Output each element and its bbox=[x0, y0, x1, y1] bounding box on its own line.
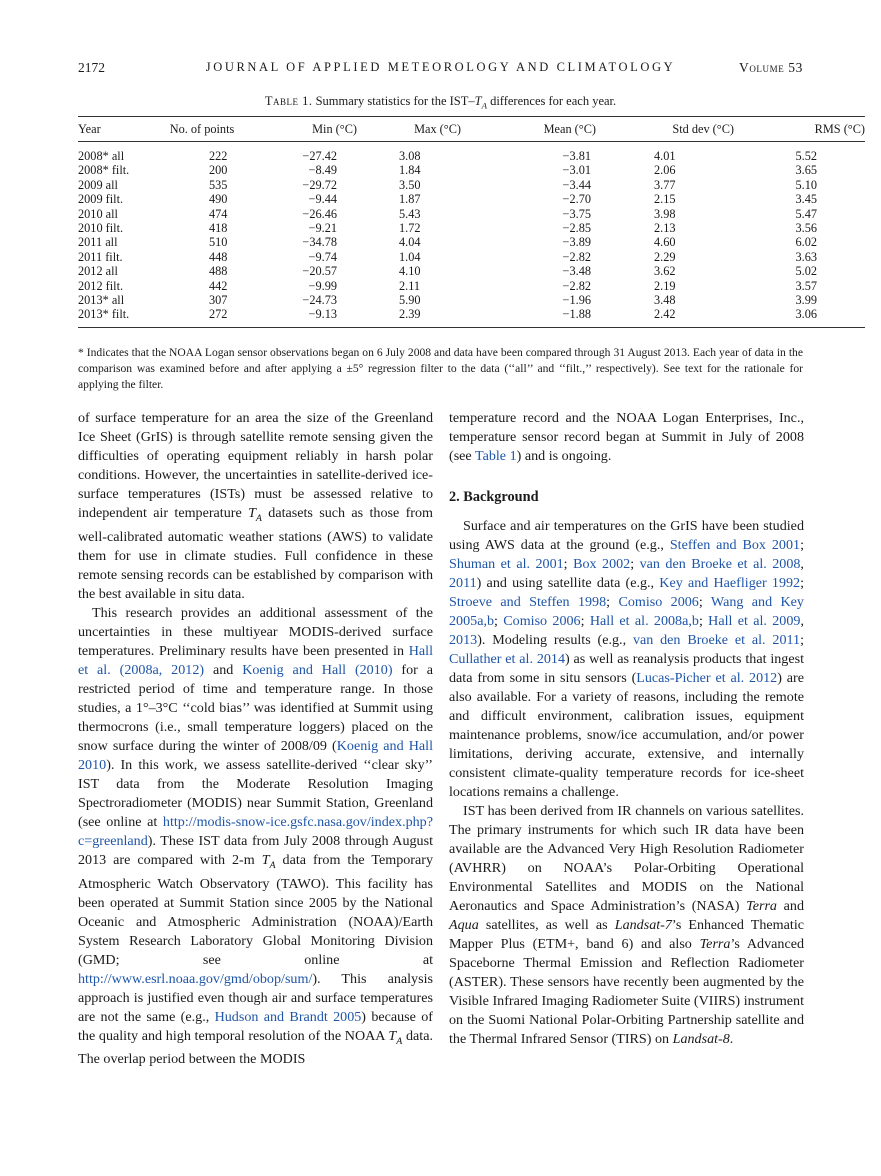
table-cell: 3.99 bbox=[795, 293, 817, 308]
table-cell: 1.84 bbox=[399, 163, 421, 178]
text-run: data. The overlap period between the MODIS bbox=[78, 1027, 433, 1068]
text-run: ; bbox=[606, 594, 619, 610]
table-cell: −3.01 bbox=[562, 163, 591, 178]
table-cell: 3.48 bbox=[654, 293, 676, 308]
table-cell: −9.74 bbox=[308, 249, 337, 264]
table-cell: −26.46 bbox=[302, 206, 337, 221]
column-header: Std dev (°C) bbox=[616, 117, 754, 142]
table-cell: −1.88 bbox=[481, 307, 616, 327]
text-run: ). In this work, we assess satellite-derived ‘‘clear sky’’ IST data from the Moderate Resolution Imaging Spectroradiometer (MODIS) near Summit Station, Greenland (see online at bbox=[78, 756, 433, 830]
table-cell: 2012 filt. bbox=[78, 278, 124, 293]
table-cell: −3.44 bbox=[562, 177, 591, 192]
paragraph bbox=[78, 409, 433, 604]
table-cell: −20.57 bbox=[302, 264, 337, 279]
table-cell: 5.43 bbox=[399, 206, 421, 221]
table-cell: 2010 all bbox=[78, 206, 118, 221]
table-cell: −3.75 bbox=[562, 206, 591, 221]
table-body bbox=[78, 142, 865, 328]
table-cell: 3.06 bbox=[754, 307, 865, 327]
text-run: ’s Enhanced Thematic Mapper Plus (ETM+, band 6) and also bbox=[449, 917, 804, 952]
right-text-column bbox=[449, 409, 804, 1049]
paragraph bbox=[78, 604, 433, 1070]
table-cell: −2.70 bbox=[562, 192, 591, 207]
table-cell: −3.89 bbox=[562, 235, 591, 250]
table-cell: 3.56 bbox=[795, 221, 817, 236]
text-run: IST has been derived from IR channels on various satellites. The primary instruments for which such IR data have been available are the Advanced Very High Resolution Radiometer (AVHRR) on NOAA’s Polar-Orbiting Operational Environmental Satellites and MODIS on the National Aeronautics and Space Administration’s (NASA) bbox=[449, 803, 804, 914]
table-cell: 2009 filt. bbox=[78, 192, 124, 207]
table-cell: 5.52 bbox=[795, 149, 817, 163]
text-run: ; bbox=[630, 556, 640, 572]
left-text-column bbox=[78, 409, 433, 1069]
paragraph bbox=[449, 802, 804, 1049]
table-cell: 1.04 bbox=[399, 249, 421, 264]
table-cell: 5.02 bbox=[795, 264, 817, 279]
table-cell: 200 bbox=[209, 163, 228, 178]
table-cell: 4.10 bbox=[399, 264, 421, 279]
table-row bbox=[78, 293, 865, 307]
text-run: ; bbox=[494, 613, 504, 629]
table-cell: 5.47 bbox=[795, 206, 817, 221]
column-header: Year bbox=[78, 117, 148, 142]
column-header: Mean (°C) bbox=[481, 117, 616, 142]
table-cell: 2013* all bbox=[78, 293, 125, 308]
text-run: ). These IST data from July 2008 through August 2013 are compared with 2-m bbox=[78, 832, 433, 868]
column-header: RMS (°C) bbox=[754, 117, 865, 142]
text-run: ’s Advanced Spaceborne Thermal Emission and Reflection Radiometer (ASTER). These sensors have recently been augmented by the Visible Infrared Imaging Radiometer Suite (VIIRS) instrument on the Suomi National Polar-Orbiting Partnership satellite and the Thermal Infrared Sensor (TIRS) on bbox=[449, 936, 804, 1047]
text-run: and bbox=[204, 661, 243, 678]
table-row bbox=[78, 235, 865, 249]
table-cell: 3.77 bbox=[654, 177, 676, 192]
table-row bbox=[78, 279, 865, 293]
text-run: ; bbox=[698, 613, 709, 629]
table-cell: −8.49 bbox=[308, 163, 337, 178]
table-cell: −9.13 bbox=[256, 307, 359, 327]
text-run: ). Modeling results (e.g., bbox=[477, 632, 633, 648]
text-run: ) and is ongoing. bbox=[516, 448, 612, 464]
table-cell: 2010 filt. bbox=[78, 221, 124, 236]
table-cell: 307 bbox=[209, 293, 228, 308]
table-cell: 5.90 bbox=[399, 293, 421, 308]
table-header-row bbox=[78, 117, 865, 142]
citation-link[interactable]: Stroeve and Steffen 1998 bbox=[449, 594, 607, 610]
table-cell: 442 bbox=[209, 278, 228, 293]
citation-link[interactable]: Lucas-Picher et al. 2012 bbox=[636, 670, 778, 686]
table-cell: 2.06 bbox=[654, 163, 676, 178]
running-header bbox=[78, 60, 803, 80]
citation-link[interactable]: http://modis-snow-ice.gsfc.nasa.gov/index.php?c=greenland bbox=[78, 813, 433, 849]
table-cell: −24.73 bbox=[302, 293, 337, 308]
citation-link[interactable]: Table 1 bbox=[474, 448, 517, 464]
table-cell: −1.96 bbox=[562, 293, 591, 308]
table-caption bbox=[78, 94, 803, 111]
table-cell: 418 bbox=[209, 221, 228, 236]
text-run: and bbox=[776, 898, 805, 914]
citation-link[interactable]: 2013 bbox=[449, 632, 478, 648]
text-run: satellites, as well as bbox=[478, 917, 615, 933]
citation-link[interactable]: Key and Haefliger 1992 bbox=[659, 575, 801, 591]
text-run: ) as well as reanalysis products that ingest data from some in situ sensors ( bbox=[449, 651, 804, 686]
citation-link[interactable]: Box 2002 bbox=[573, 556, 631, 572]
text-run: This research provides an additional assessment of the uncertainties in these multiyear MODIS-derived surface temperatures. Preliminary results have been presented in bbox=[78, 604, 433, 659]
table-row bbox=[78, 250, 865, 264]
table-cell: −29.72 bbox=[302, 177, 337, 192]
citation-link[interactable]: Shuman et al. 2001 bbox=[449, 556, 564, 572]
text-run: data from the Temporary Atmospheric Watch Observatory (TAWO). This facility has been operated at Summit Station since 2005 by the National Oceanic and Atmospheric Administration (NOAA)/Earth System Research Laboratory Global Monitoring Division (GMD; see online at bbox=[78, 851, 433, 968]
table-cell: 2013* filt. bbox=[78, 307, 148, 327]
table-cell: −27.42 bbox=[302, 149, 337, 163]
paragraph bbox=[449, 409, 804, 466]
text-run: ; bbox=[698, 594, 711, 610]
summary-table bbox=[78, 116, 865, 328]
text-run: ; bbox=[563, 556, 574, 572]
table-cell: 2.13 bbox=[654, 221, 676, 236]
text-run: ) and using satellite data (e.g., bbox=[476, 575, 660, 591]
text-run: , bbox=[800, 556, 804, 572]
table-cell: 510 bbox=[209, 235, 228, 250]
italic-text: Terra bbox=[699, 936, 731, 952]
table-cell: 2011 all bbox=[78, 235, 118, 250]
text-run: ; bbox=[800, 632, 804, 648]
text-run: ; bbox=[580, 613, 590, 629]
text-run: . bbox=[729, 1031, 734, 1047]
citation-link[interactable]: 2011 bbox=[449, 575, 477, 591]
table-cell: 2012 all bbox=[78, 264, 118, 279]
italic-text: Aqua bbox=[449, 917, 479, 933]
table-cell: 2011 filt. bbox=[78, 249, 123, 264]
table-label: Table 1. bbox=[264, 94, 313, 108]
table-cell: 2008* all bbox=[78, 149, 125, 163]
table-cell: 3.45 bbox=[795, 192, 817, 207]
table-cell: 2.39 bbox=[359, 307, 481, 327]
citation-link[interactable]: van den Broeke et al. 2011 bbox=[632, 632, 801, 648]
column-header: Min (°C) bbox=[256, 117, 359, 142]
paragraph bbox=[449, 517, 804, 802]
table-cell: 3.63 bbox=[795, 249, 817, 264]
column-header: Max (°C) bbox=[359, 117, 481, 142]
table-cell: 3.62 bbox=[654, 264, 676, 279]
table-cell: 5.10 bbox=[795, 177, 817, 192]
table-cell: 4.01 bbox=[654, 149, 676, 163]
table-cell: 2.11 bbox=[399, 278, 421, 293]
italic-text: $T_A$ bbox=[261, 851, 276, 871]
section-heading: 2. Background bbox=[449, 489, 539, 505]
table-row bbox=[78, 264, 865, 278]
page-number: 2172 bbox=[78, 60, 105, 75]
citation-link[interactable]: Comiso 2006 bbox=[618, 594, 699, 610]
citation-link[interactable]: Hall et al. 2009 bbox=[708, 613, 801, 629]
table-row bbox=[78, 307, 865, 327]
table-cell: −2.85 bbox=[562, 221, 591, 236]
table-cell: −9.44 bbox=[308, 192, 337, 207]
table-cell: 488 bbox=[209, 264, 228, 279]
table-cell: 3.08 bbox=[399, 149, 421, 163]
table-cell: 272 bbox=[148, 307, 256, 327]
table-row bbox=[78, 207, 865, 221]
table-cell: 2.29 bbox=[654, 249, 676, 264]
table-cell: 222 bbox=[209, 149, 228, 163]
table-footnote: * Indicates that the NOAA Logan sensor observations began on 6 July 2008 and data have been compared through 31 August 2013. Each year of data in the comparison was examined before and after applying a ±5° regression filter to the data (‘‘all’’ and ‘‘filt.,’’ respectively). See text for the rationale for applying the filter. bbox=[78, 346, 803, 391]
italic-text: $T_A$ bbox=[248, 505, 262, 524]
table-cell: 2008* filt. bbox=[78, 163, 130, 178]
table-row bbox=[78, 178, 865, 192]
citation-link[interactable]: Koenig and Hall (2010) bbox=[242, 661, 393, 678]
table-cell: 535 bbox=[209, 177, 228, 192]
column-header: No. of points bbox=[148, 117, 256, 142]
table-cell: 6.02 bbox=[795, 235, 817, 250]
volume-label: Volume 53 bbox=[738, 60, 803, 75]
table-cell: 3.98 bbox=[654, 206, 676, 221]
citation-link[interactable]: Hall et al. (2008a, 2012) bbox=[78, 642, 433, 678]
text-run: , bbox=[800, 613, 804, 629]
text-run: ). This analysis approach is justified even though air and surface temperatures are not the same (e.g., bbox=[78, 970, 433, 1025]
citation-link[interactable]: Cullather et al. 2014 bbox=[449, 651, 566, 667]
italic-text: Terra bbox=[746, 898, 777, 914]
table-cell: −34.78 bbox=[302, 235, 337, 250]
table-cell: 2.15 bbox=[654, 192, 676, 207]
table-cell: −3.81 bbox=[562, 149, 591, 163]
table-cell: 4.60 bbox=[654, 235, 676, 250]
table-cell: 4.04 bbox=[399, 235, 421, 250]
citation-link[interactable]: Hudson and Brandt 2005 bbox=[214, 1008, 362, 1025]
table-row bbox=[78, 221, 865, 235]
italic-text: $T_A$ bbox=[388, 1027, 403, 1047]
italic-text: Landsat-7 bbox=[614, 917, 672, 933]
table-row bbox=[78, 192, 865, 206]
text-run: ) because of the quality and high temporal resolution of the NOAA bbox=[78, 1008, 433, 1044]
text-run: for a restricted period of time and temperature range. In those studies, a 1°–3°C ‘‘cold bias’’ was identified at Summit using thermocrons (i.e., small temperature loggers) placed on the snow surface during the winter of 2008/09 ( bbox=[78, 661, 433, 754]
table-cell: 2.42 bbox=[616, 307, 754, 327]
citation-link[interactable]: van den Broeke et al. 2008 bbox=[639, 556, 801, 572]
citation-link[interactable]: Steffen and Box 2001 bbox=[669, 537, 801, 553]
citation-link[interactable]: Comiso 2006 bbox=[503, 613, 581, 629]
table-cell: 3.65 bbox=[795, 163, 817, 178]
table-cell: 3.57 bbox=[795, 278, 817, 293]
table-row bbox=[78, 142, 865, 164]
citation-link[interactable]: http://www.esrl.noaa.gov/gmd/obop/sum/ bbox=[78, 970, 313, 987]
italic-text: Landsat-8 bbox=[672, 1031, 730, 1047]
text-run: Surface and air temperatures on the GrIS have been studied using AWS data at the ground (e.g., bbox=[449, 518, 804, 553]
citation-link[interactable]: Wang and Key 2005a,b bbox=[449, 594, 804, 629]
text-run: of surface temperature for an area the size of the Greenland Ice Sheet (GrIS) is through satellite remote sensing given the difficulties of operating equipment reliably in harsh polar conditions. However, the uncertainties in satellite-derived ice-surface temperatures (ISTs) must be assessed relative to independent air temperature bbox=[78, 410, 433, 521]
table-cell: −9.99 bbox=[308, 278, 337, 293]
text-run: temperature record and the NOAA Logan Enterprises, Inc., temperature sensor record began at Summit in July of 2008 (see bbox=[449, 410, 804, 464]
table-cell: 474 bbox=[209, 206, 228, 221]
table-cell: 2.19 bbox=[654, 278, 676, 293]
text-run: datasets such as those from well-calibrated automatic weather stations (AWS) to validate them for use in climate studies. Full confidence in these remote sensing records can be established by comparison with the best available in situ data. bbox=[78, 505, 433, 602]
text-run: ) are also available. For a variety of reasons, including the remote and difficult environment, calibration issues, equipment maintenance problems, snow/ice accumulation, and/or power limitations, deriving accurate, extensive, and internally consistent climate-quality temperature records for ice-sheet locations remains a challenge. bbox=[449, 670, 804, 800]
table-caption-text: Summary statistics for the IST–$T_A$ differences for each year. bbox=[315, 94, 617, 111]
text-run: ; bbox=[800, 575, 805, 591]
table-cell: −2.82 bbox=[562, 278, 591, 293]
citation-link[interactable]: Hall et al. 2008a,b bbox=[589, 613, 699, 629]
table-cell: 1.72 bbox=[399, 221, 421, 236]
table-cell: −9.21 bbox=[308, 221, 337, 236]
table-cell: 448 bbox=[209, 249, 228, 264]
table-cell: 490 bbox=[209, 192, 228, 207]
table-row bbox=[78, 163, 865, 177]
table-cell: 1.87 bbox=[399, 192, 421, 207]
journal-title: JOURNAL OF APPLIED METEOROLOGY AND CLIMATOLOGY bbox=[205, 60, 676, 74]
table-cell: −3.48 bbox=[562, 264, 591, 279]
text-run: ; bbox=[800, 537, 804, 553]
table-cell: 3.50 bbox=[399, 177, 421, 192]
table-cell: −2.82 bbox=[562, 249, 591, 264]
citation-link[interactable]: Koenig and Hall 2010 bbox=[78, 737, 433, 773]
table-cell: 2009 all bbox=[78, 177, 118, 192]
